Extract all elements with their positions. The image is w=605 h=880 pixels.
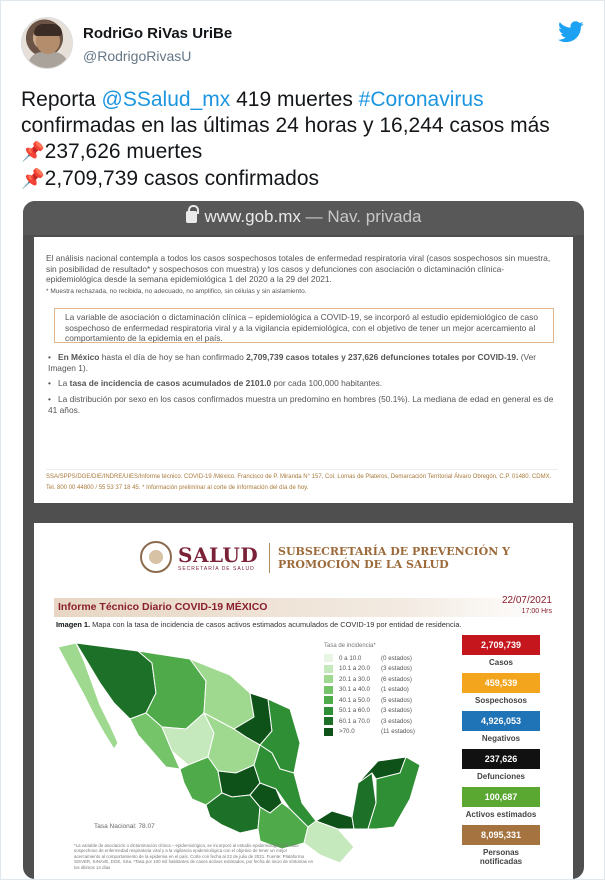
- tweet-cases-text: 2,709,739 casos confirmados: [44, 167, 320, 190]
- legend-count: (11 estados): [381, 728, 415, 736]
- browser-url-bar: [23, 201, 584, 235]
- legend-count: (3 estados): [381, 665, 412, 673]
- tweet-line-4: [21, 166, 586, 193]
- browser-mode: — Nav. privada: [300, 207, 422, 226]
- map-michoacan-guerrero: [206, 793, 260, 833]
- imagen-caption-text: Mapa con la tasa de incidencia de casos activos estimados acumulados de COVID-19 por entidad de residencia.: [90, 620, 462, 629]
- stat-card: [462, 825, 540, 866]
- tweet-media-image[interactable]: [23, 201, 584, 879]
- legend-swatch: [324, 665, 333, 673]
- mention-link[interactable]: @SSalud_mx: [101, 88, 231, 111]
- subsecretaria-line-1: SUBSECRETARÍA DE PREVENCIÓN Y: [278, 545, 510, 558]
- stat-value: 4,926,053: [462, 711, 540, 731]
- stat-card: [462, 711, 540, 743]
- avatar[interactable]: [21, 17, 73, 69]
- stat-value: 8,095,331: [462, 825, 540, 845]
- stat-label: Activos estimados: [465, 810, 537, 819]
- legend-row: [324, 653, 444, 664]
- legend-swatch: [324, 675, 333, 683]
- legend-range: 20.1 a 30.0: [339, 675, 370, 683]
- bullet-mexico-bold: En México: [58, 352, 100, 362]
- tweet-line-3: [21, 139, 586, 166]
- legend-swatch: [324, 717, 333, 725]
- tweet-line-1: [21, 87, 586, 113]
- legend-row: [324, 685, 444, 696]
- report-date-value: 22/07/2021: [501, 595, 552, 606]
- analysis-note: * Muestra rechazada, no recibida, no adecuado, no amplifico, sin células y sin aislamiento.: [46, 288, 307, 295]
- bullet-mexico: [48, 352, 558, 373]
- legend-range: 0 a 10.0: [339, 654, 362, 662]
- imagen-caption: [56, 620, 461, 629]
- salud-header: [140, 541, 520, 579]
- subsecretaria-title: [278, 545, 510, 571]
- twitter-bird-icon[interactable]: [558, 21, 584, 43]
- legend-row: [324, 674, 444, 685]
- lock-icon: [186, 211, 197, 223]
- stat-value: 100,687: [462, 787, 540, 807]
- legend-count: (1 estado): [381, 686, 409, 694]
- legend-count: (3 estados): [381, 707, 412, 715]
- bullet-sex-text: La distribución por sexo en los casos confirmados muestra un predomino en hombres (50.1%). La mediana de edad en general es de 41 años.: [48, 394, 554, 415]
- variable-note-box: [54, 308, 554, 343]
- report-time: 17:00 Hrs: [521, 608, 552, 615]
- stat-value: 237,626: [462, 749, 540, 769]
- legend-count: (5 estados): [381, 696, 412, 704]
- legend-count: (3 estados): [381, 717, 412, 725]
- report-page-2: [34, 523, 573, 879]
- legend-range: >70.0: [339, 728, 355, 736]
- tweet-text-mid: 419 muertes: [230, 88, 359, 111]
- bullet-incidence: [48, 378, 558, 389]
- bullet-dot: •: [48, 378, 51, 388]
- legend-title: Tasa de incidencia*: [324, 643, 376, 649]
- legend-range: 10.1 a 20.0: [339, 665, 370, 673]
- legend-swatch: [324, 654, 333, 662]
- hashtag-link[interactable]: #Coronavirus: [358, 88, 484, 111]
- tasa-nacional: Tasa Nacional: 78.07: [94, 823, 155, 830]
- legend-range: 50.1 a 60.0: [339, 707, 370, 715]
- salud-brand-sub: SECRETARÍA DE SALUD: [178, 566, 255, 572]
- legend-swatch: [324, 686, 333, 694]
- pushpin-icon: 📌: [21, 169, 45, 190]
- legend-row: [324, 716, 444, 727]
- bullet-dot: •: [48, 394, 51, 404]
- mexico-seal-icon: [140, 541, 172, 573]
- tweet-text-prefix: Reporta: [21, 88, 102, 111]
- stat-label: Negativos: [481, 734, 521, 743]
- legend-range: 60.1 a 70.0: [339, 717, 370, 725]
- report-footer: SSA/SPPS/DGE/DIE/INDRE/UIES/Informe técnico. COVID-19 /México. Francisco de P. Miranda N° 157, Col. Lomas de Plateros, Demarcación Territorial Álvaro Obregón, C.P. 01480. CDMX. Tel. 800 00 44800 / 55 53 37 18 45. * Información preliminar al corte de información del día de hoy.: [46, 469, 558, 493]
- legend-row: [324, 706, 444, 717]
- bullet-dot: •: [48, 352, 51, 362]
- legend-count: (6 estados): [381, 675, 412, 683]
- report-title: Informe Técnico Diario COVID-19 MÉXICO: [58, 601, 268, 613]
- legend-range: 30.1 a 40.0: [339, 686, 370, 694]
- bullet-sex: [48, 394, 558, 415]
- avatar-body: [28, 52, 68, 69]
- legend-swatch: [324, 696, 333, 704]
- header-divider: [269, 543, 270, 573]
- bullet-mexico-totals: 2,709,739 casos totales y 237,626 defunciones totales por COVID-19.: [246, 352, 519, 362]
- legend-range: 40.1 a 50.0: [339, 696, 370, 704]
- stat-card: [462, 673, 540, 705]
- report-page-1: [34, 237, 573, 503]
- stat-value: 459,539: [462, 673, 540, 693]
- imagen-label: Imagen 1.: [56, 620, 91, 629]
- avatar-hair: [34, 24, 62, 36]
- subsecretaria-line-2: PROMOCIÓN DE LA SALUD: [278, 558, 449, 571]
- stat-card: [462, 749, 540, 781]
- page-gap: [23, 503, 584, 523]
- legend-row: [324, 695, 444, 706]
- author-handle[interactable]: @RodrigoRivasU: [83, 48, 192, 64]
- stats-column: [462, 635, 546, 872]
- legend-row: [324, 727, 444, 738]
- bullet-mexico-ref: (Ver Imagen 1).: [48, 352, 537, 373]
- author-name[interactable]: RodriGo RiVas UriBe: [83, 25, 233, 42]
- stat-label: Personas notificadas: [479, 848, 523, 866]
- map-footnote: *La variable de asociación o dictaminación clínica – epidemiológica, se incorporó al estudio epidemiológico de caso sospechoso de enfermedad respiratoria viral y a la vigilancia epidemiológica con el objetivo de tener un mejor acercamiento al comportamiento de la epidemia en el país. Corte con fecha al 22 de julio de 2021. Fuente: Plataforma SISVER, SINAVE, DGE, SSa. *Tasa por 100 mil habitantes de casos activos estimados, por fecha de inicio de síntomas en los últimos 14 días: [74, 843, 314, 870]
- stat-value: 2,709,739: [462, 635, 540, 655]
- stat-card: [462, 787, 540, 819]
- tweet-deaths-text: 237,626 muertes: [44, 140, 203, 163]
- map-legend: [324, 643, 444, 737]
- report-title-bar: [54, 595, 554, 617]
- bullet-incidence-bold: tasa de incidencia de casos acumulados de 2101.0: [69, 378, 272, 388]
- browser-domain: www.gob.mx: [204, 207, 301, 226]
- stat-label: Defunciones: [476, 772, 525, 781]
- stat-card: [462, 635, 540, 667]
- legend-swatch: [324, 728, 333, 736]
- legend-rows: [324, 653, 444, 737]
- tweet-header: [21, 17, 586, 73]
- bullet-incidence-a: La: [58, 378, 70, 388]
- bullet-incidence-c: por cada 100,000 habitantes.: [271, 378, 383, 388]
- tweet-line-2: confirmadas en las últimas 24 horas y 16,244 casos más: [21, 114, 550, 137]
- analysis-paragraph: El análisis nacional contempla a todos los casos sospechosos totales de enfermedad respiratoria viral (casos sospechosos sin muestra, sin posibilidad de resultado* y sospechosos con muestra) y los casos y defunciones con asociación o dictaminación clínica-epidemiológica desde la semana epidemiológica 1 del 2020 a la 29 del 2021.: [46, 253, 551, 284]
- legend-swatch: [324, 707, 333, 715]
- tweet-text: [21, 87, 586, 193]
- stat-label: Casos: [488, 658, 513, 667]
- legend-count: (0 estados): [381, 654, 412, 662]
- salud-brand: SALUD: [178, 543, 259, 567]
- bullet-mexico-text: hasta el día de hoy se han confirmado: [99, 352, 247, 362]
- report-date: [502, 595, 552, 617]
- variable-note-text: La variable de asociación o dictaminación clínica – epidemiológica a COVID-19, se incorporó al estudio epidemiológico de caso sospechoso de enfermedad respiratoria viral y a la vigilancia epidemiológica, con el objetivo de tener un mejor acercamiento al comportamiento de la epidemia en el país.: [65, 312, 538, 343]
- stat-label: Sospechosos: [474, 696, 527, 705]
- legend-row: [324, 664, 444, 675]
- pushpin-icon: 📌: [21, 142, 45, 163]
